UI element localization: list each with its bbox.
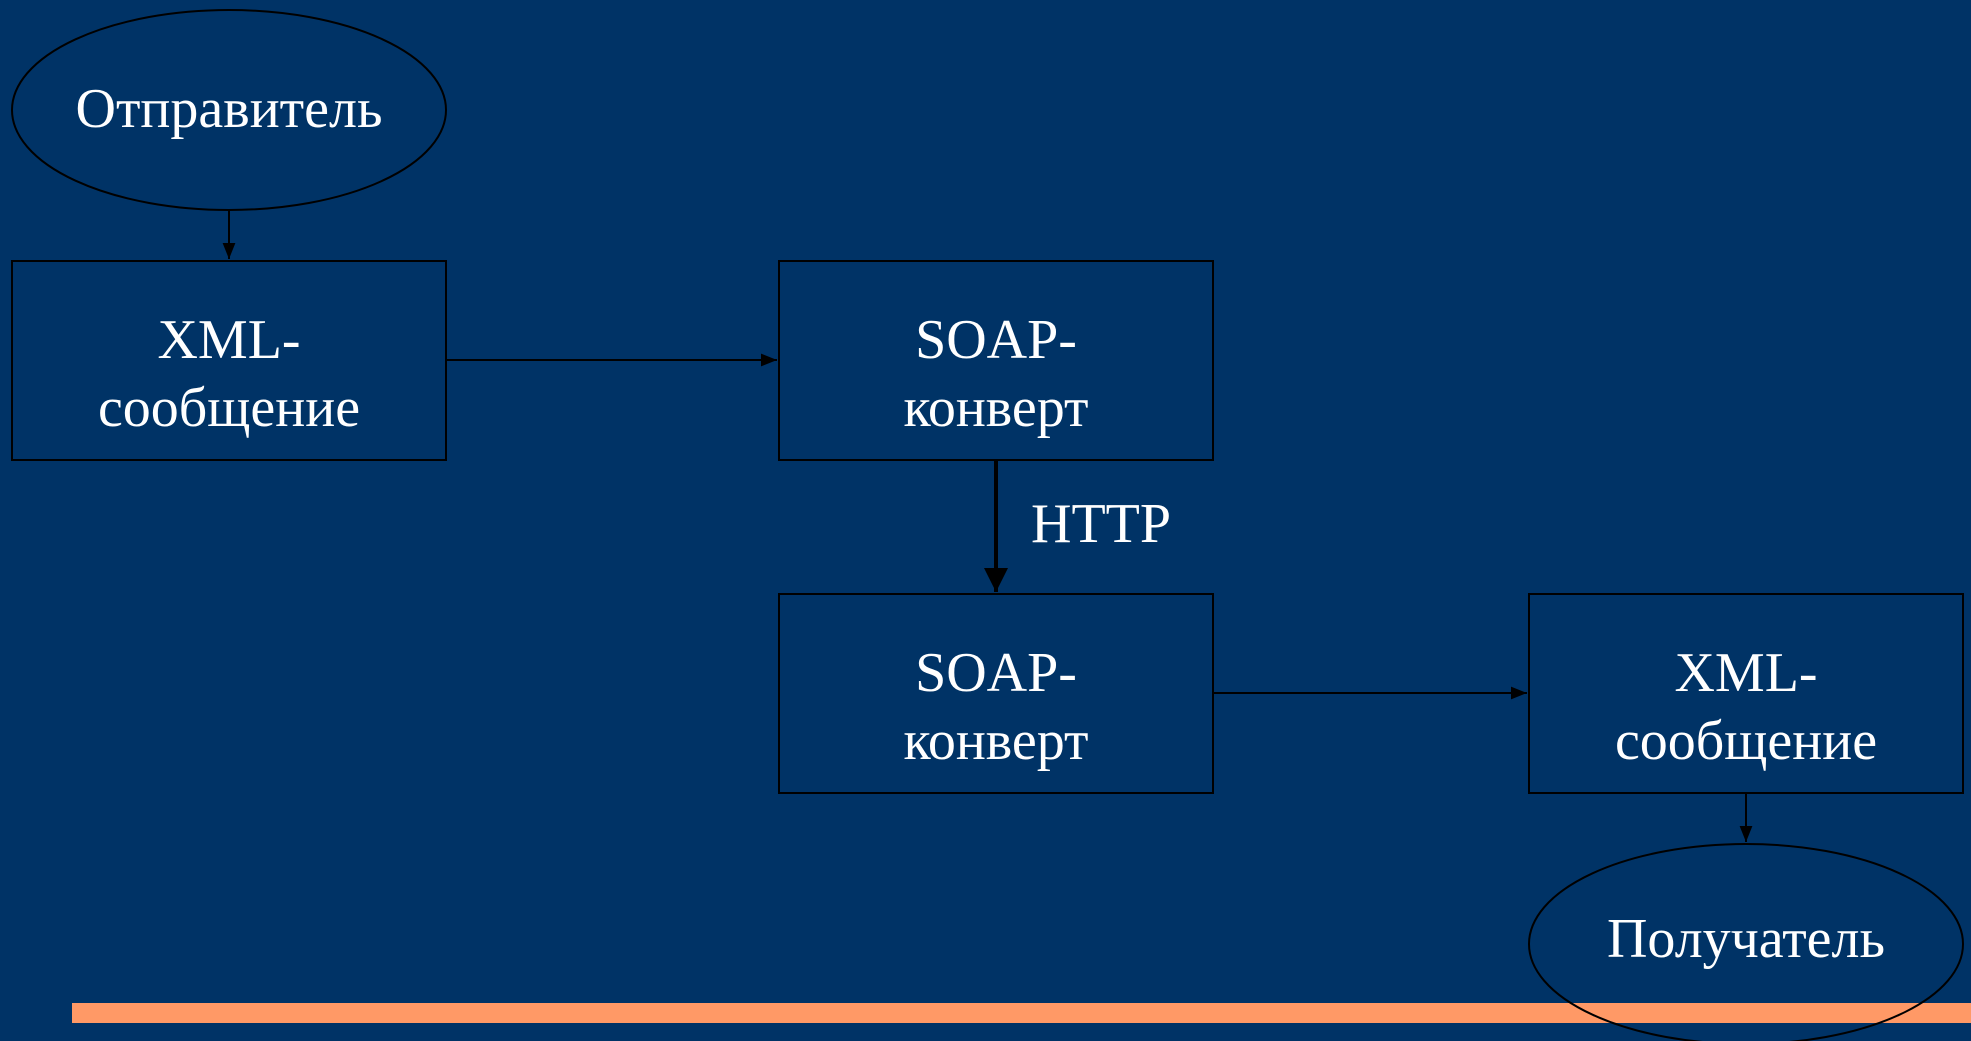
sender-node: [12, 10, 446, 210]
http-transport-label: HTTP: [1031, 493, 1171, 555]
xml-message-out-label: XML- сообщение: [97, 309, 361, 439]
sender-label: Отправитель: [75, 78, 383, 141]
soap-envelope-in-node: [779, 594, 1213, 793]
receiver-label: Получатель: [1606, 907, 1886, 970]
receiver-node: [1529, 844, 1963, 1041]
soap-envelope-in-label: SOAP- конверт: [903, 642, 1089, 772]
xml-message-out-node: [12, 261, 446, 460]
xml-message-in-node: [1529, 594, 1963, 793]
soap-envelope-out-label: SOAP- конверт: [903, 309, 1089, 439]
xml-message-in-label: XML- сообщение: [1614, 642, 1878, 772]
soap-envelope-out-node: [779, 261, 1213, 460]
